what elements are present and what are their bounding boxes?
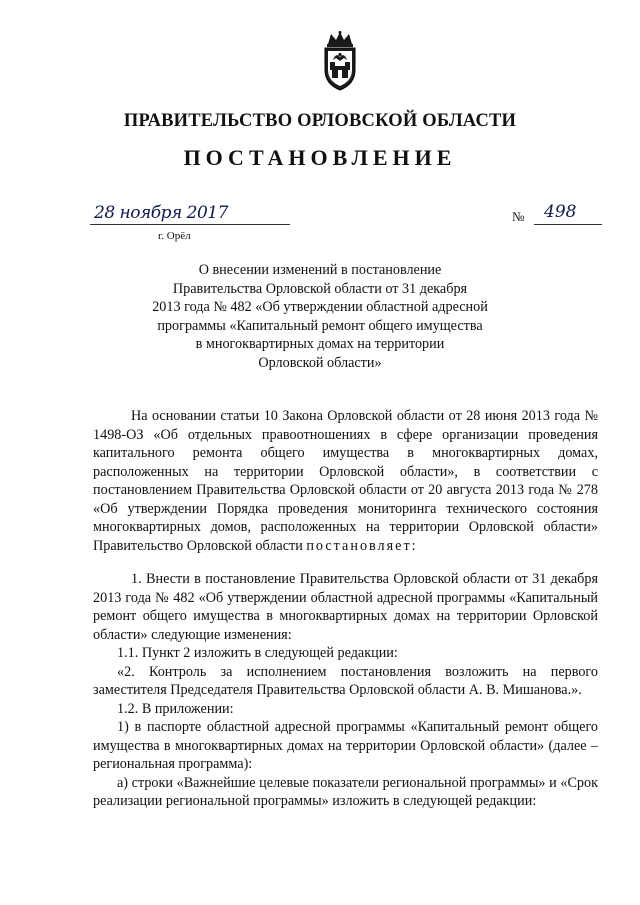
coat-of-arms-icon	[316, 30, 364, 92]
organization-name: ПРАВИТЕЛЬСТВО ОРЛОВСКОЙ ОБЛАСТИ	[123, 111, 517, 131]
document-subject	[140, 261, 500, 373]
preamble-text: На основании статьи 10 Закона Орловской области от 28 июня 2013 года № 1498-ОЗ «Об отдельных правоотношениях в сфере организации проведения капитального ремонта общего имущества в многоквартирных домах, расположенных на территории Орловской области», в соответствии с постановлением Правительства Орловской области от 20 августа 2013 года № 278 «Об утверждении Порядка проведения мониторинга технического состояния многоквартирных домов, расположенных на территории Орловской области» Правительство Орловской области	[93, 408, 598, 554]
number-sign: №	[512, 209, 525, 224]
document-date	[90, 203, 290, 229]
clause-1-2-1a: а) строки «Важнейшие целевые показатели региональной программы» и «Срок реализации региональной программы» изложить в следующей редакции:	[93, 774, 598, 809]
document-body	[93, 407, 598, 811]
subject-line: Правительства Орловской области от 31 декабря	[172, 280, 468, 297]
preamble-paragraph	[93, 407, 598, 555]
document-city: г. Орёл	[158, 230, 191, 242]
document-type-title: ПОСТАНОВЛЕНИЕ	[183, 145, 457, 170]
date-underline	[90, 224, 290, 225]
document-number	[512, 203, 602, 229]
number-underline	[534, 224, 602, 225]
subject-line: О внесении изменений в постановление	[198, 262, 442, 278]
clause-1-1-text: «2. Контроль за исполнением постановления возложить на первого заместителя Председателя Правительства Орловской области А. В. Мишанова.».	[93, 663, 598, 698]
subject-line: программы «Капитальный ремонт общего имущества	[157, 317, 483, 334]
clause-1-2: 1.2. В приложении:	[117, 700, 234, 717]
clause-1: 1. Внести в постановление Правительства Орловской области от 31 декабря 2013 года № 482 «Об утверждении областной адресной программы «Капитальный ремонт общего имущества в многоквартирных домах на территории Орловской области» следующие изменения:	[93, 571, 598, 643]
resolves-keyword: постановляет:	[306, 537, 418, 554]
handwritten-date: 28 ноября 2017	[94, 203, 228, 223]
handwritten-number: 498	[544, 202, 577, 222]
clause-1-2-1: 1) в паспорте областной адресной программы «Капитальный ремонт общего имущества в многоквартирных домах на территории Орловской области» (далее – региональная программа):	[93, 719, 598, 772]
subject-line: в многоквартирных домах на территории	[195, 336, 445, 353]
clause-1-1: 1.1. Пункт 2 изложить в следующей редакции:	[117, 645, 398, 661]
subject-line: 2013 года № 482 «Об утверждении областной адресной	[152, 299, 488, 316]
subject-line: Орловской области»	[258, 354, 382, 371]
